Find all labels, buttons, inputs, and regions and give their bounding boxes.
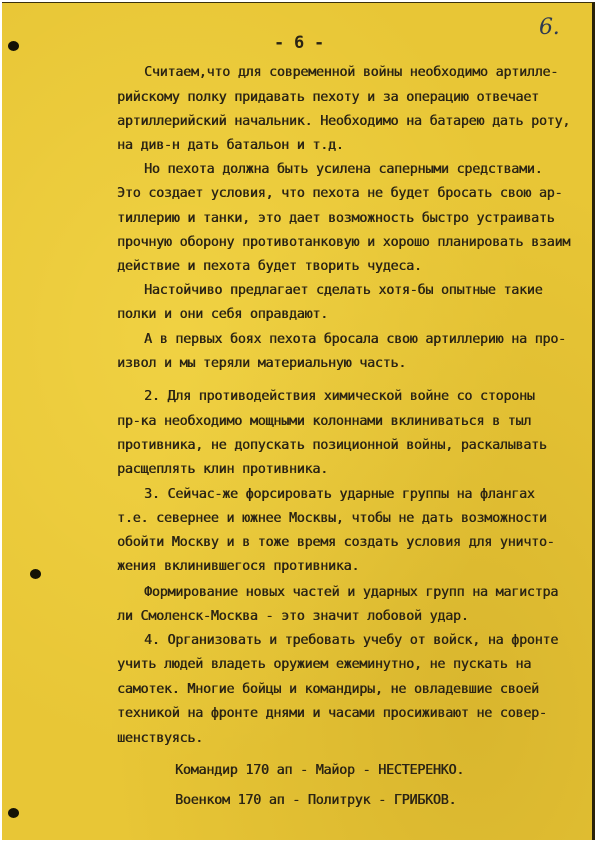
text-line: жения вклинившегося противника. [117, 559, 360, 574]
text-line: расщеплять клин противника. [117, 462, 328, 477]
text-line: на див-н дать батальон и т.д. [117, 138, 344, 153]
text-line: тиллерию и танки, это дает возможность быстро устраивать [117, 211, 555, 226]
text-line: Считаем,что для современной войны необходимо артилле- [144, 65, 559, 80]
text-line: 4. Организовать и требовать учебу от войск, на фронте [144, 633, 559, 648]
text-line: Настойчиво предлагает сделать хотя-бы опытные такие [144, 283, 543, 298]
text-line: противника, не допускать позиционной войны, раскалывать [117, 438, 547, 453]
text-line: А в первых боях пехота бросала свою артиллерию на про- [144, 332, 566, 347]
text-line: учить людей владеть оружием ежеминутно, не пускать на [117, 657, 532, 672]
text-line: самотек. Многие бойцы и командиры, не овладевшие своей [117, 682, 539, 697]
text-line: шенствуясь. [117, 731, 203, 746]
text-line: пр-ка необходимо мощными колоннами вклиниваться в тыл [117, 414, 532, 429]
handwritten-page-mark: 6. [539, 15, 560, 40]
text-line: Но пехота должна быть усилена саперными средствами. [144, 162, 543, 177]
document-page [2, 2, 595, 840]
punch-hole-bottom [8, 808, 19, 818]
text-line: рийскому полку придавать пехоту и за операцию отвечает [117, 90, 539, 105]
punch-hole-middle [30, 569, 41, 579]
signature-commander: Командир 170 ап - Майор - НЕСТЕРЕНКО. [175, 763, 465, 778]
text-line: действие и пехота будет творить чудеса. [117, 259, 422, 274]
text-line: Формирование новых частей и ударных групп на магистра [144, 585, 559, 600]
text-line: полки и они себя оправдают. [117, 307, 328, 322]
text-line: Это создает условия, что пехота не будет бросать свою ар- [117, 186, 563, 201]
text-line: артиллерийский начальник. Необходимо на батарею дать роту, [117, 114, 571, 129]
signature-commissar: Военком 170 ап - Политрук - ГРИБКОВ. [175, 793, 457, 808]
page-number: - 6 - [274, 33, 324, 53]
text-line: т.е. севернее и южнее Москвы, чтобы не дать возможности [117, 511, 547, 526]
text-line: ли Смоленск-Москва - это значит лобовой удар. [117, 609, 469, 624]
text-line: извол и мы теряли материальную часть. [117, 356, 407, 371]
punch-hole-top [8, 41, 19, 51]
text-line: обойти Москву и в тоже время создать условия для уничто- [117, 535, 555, 550]
text-line: прочную оборону противотанковую и хорошо планировать взаим [117, 235, 571, 250]
text-line: 3. Сейчас-же форсировать ударные группы на флангах [144, 487, 535, 502]
text-line: техникой на фронте днями и часами просиживают не совер- [117, 706, 547, 721]
text-line: 2. Для противодействия химической войне со стороны [144, 389, 535, 404]
